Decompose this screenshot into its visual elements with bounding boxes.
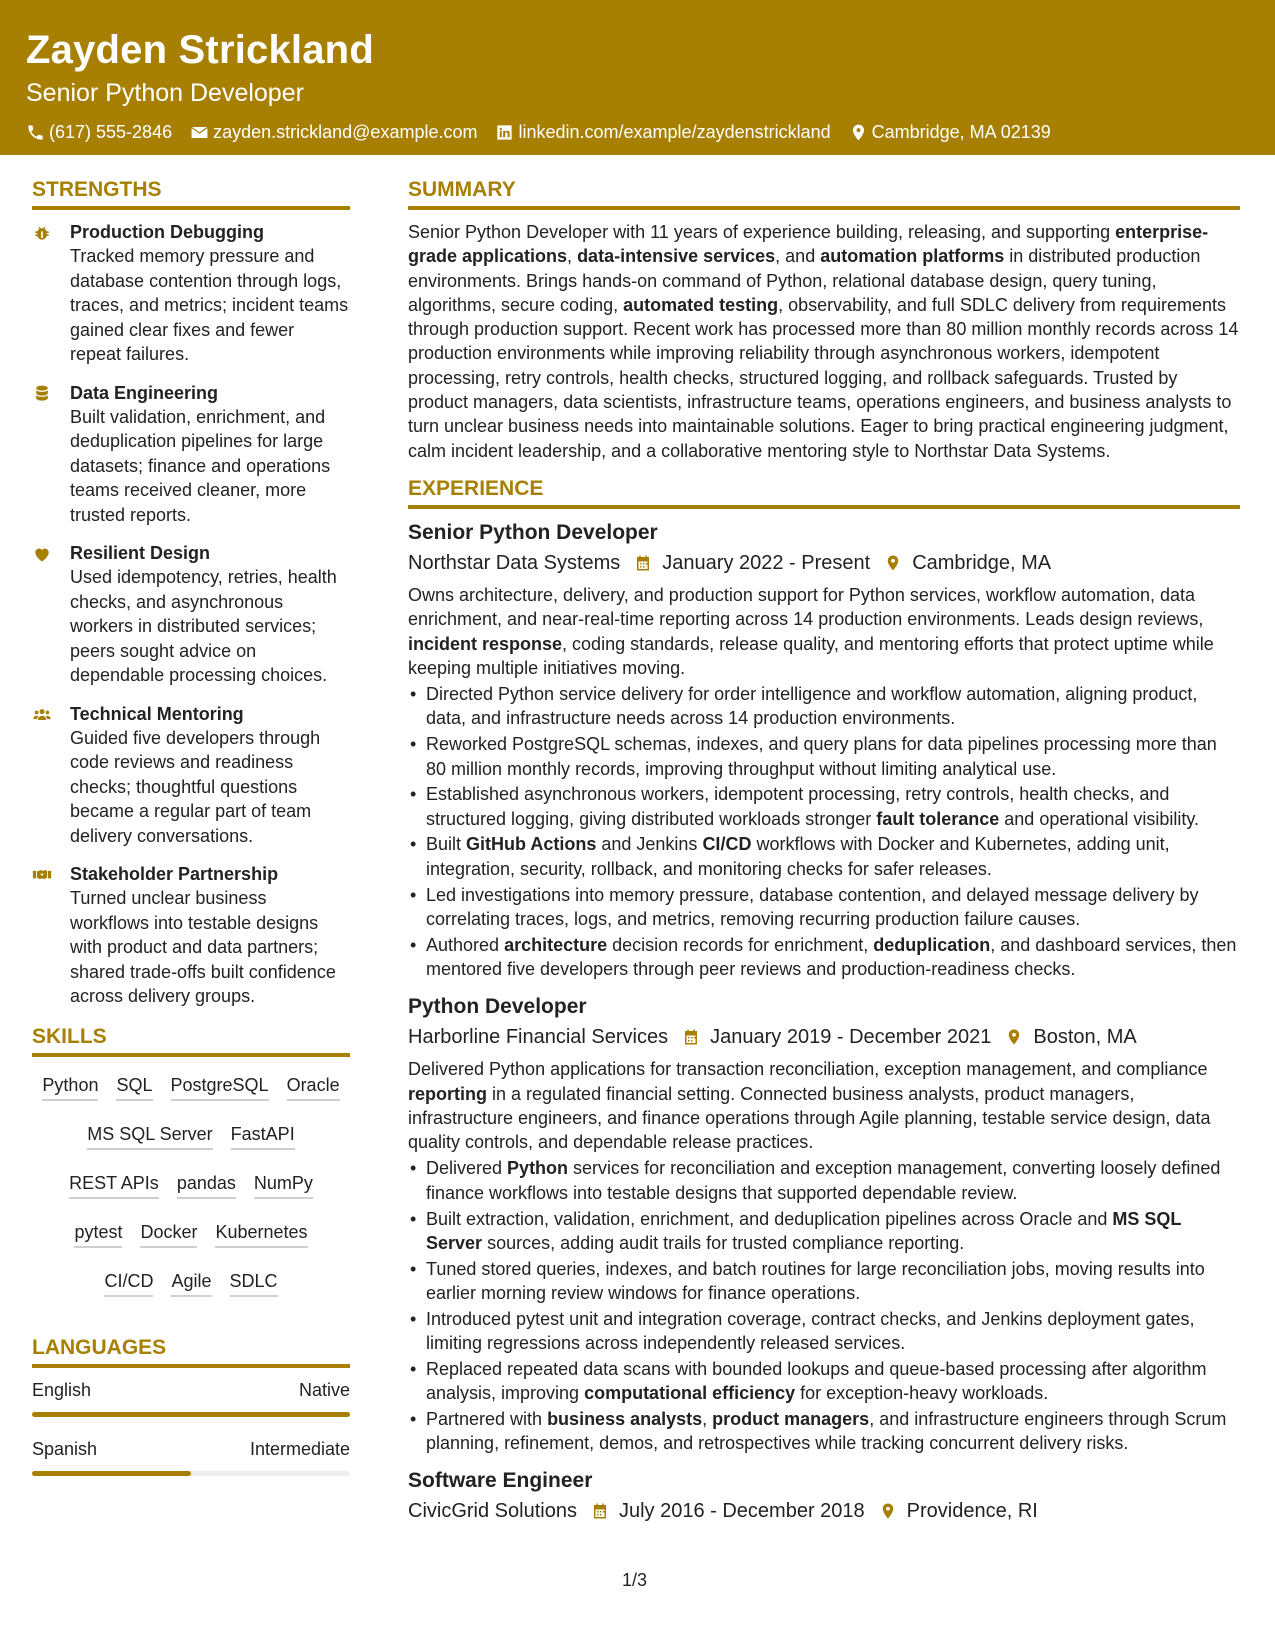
job-location: Cambridge, MA	[912, 551, 1052, 574]
language-bar-fill	[32, 1471, 191, 1476]
job-bullet: • Partnered with business analysts, product managers, and infrastructure engineers through Scrum planning, refinement, demos, and retrospectives while tracking concurrent delivery risks.	[408, 1407, 1240, 1456]
skill-tag: REST APIs	[69, 1165, 159, 1199]
skill-tag: MS SQL Server	[87, 1116, 212, 1150]
language-level: Intermediate	[249, 1438, 350, 1459]
experience-heading: EXPERIENCE	[408, 475, 1240, 509]
candidate-name: Zayden Strickland	[26, 28, 374, 72]
job-company: Northstar Data Systems	[408, 551, 621, 574]
job-location: Providence, RI	[906, 1500, 1038, 1523]
job-entry	[408, 993, 1240, 1455]
linkedin-icon	[495, 123, 514, 142]
job-meta	[408, 1497, 1240, 1525]
skills-heading: SKILLS	[32, 1023, 350, 1057]
summary-heading: SUMMARY	[408, 176, 1240, 210]
email-text[interactable]: zayden.strickland@example.com	[213, 122, 478, 142]
skill-tag: Oracle	[287, 1067, 340, 1101]
strength-title: Resilient Design	[70, 543, 211, 563]
strength-title: Technical Mentoring	[70, 703, 244, 724]
map-pin-icon	[884, 554, 902, 572]
skill-tag: SDLC	[230, 1263, 278, 1297]
skill-tag: FastAPI	[231, 1116, 295, 1150]
calendar-icon	[634, 554, 652, 572]
job-title: Software Engineer	[408, 1469, 593, 1493]
linkedin-text[interactable]: linkedin.com/example/zaydenstrickland	[518, 122, 831, 142]
job-description: Owns architecture, delivery, and production support for Python services, workflow automation, data enrichment, and near-real-time reporting across 14 production environments. Leads design reviews, incident response, coding standards, release quality, and mentoring efforts that protect uptime while keeping multiple initiatives moving.	[408, 584, 1214, 678]
job-dates: January 2022 - Present	[662, 551, 871, 574]
language-bar	[32, 1471, 350, 1476]
contact-email[interactable]	[190, 120, 477, 144]
skill-tag: pytest	[74, 1214, 122, 1248]
map-pin-icon	[1005, 1028, 1023, 1046]
bug-icon	[32, 223, 52, 243]
strength-title: Data Engineering	[70, 382, 219, 403]
skill-tag: SQL	[116, 1067, 152, 1101]
job-bullet: • Built GitHub Actions and Jenkins CI/CD workflows with Docker and Kubernetes, adding unit, integration, security, rollback, and monitoring checks for safer releases.	[408, 832, 1240, 881]
right-column	[408, 176, 1240, 1537]
location-text: Cambridge, MA 02139	[871, 122, 1051, 142]
strength-desc: Used idempotency, retries, health checks, and asynchronous workers in distributed services; peers sought advice on dependable processing choices.	[70, 567, 337, 685]
strengths-heading: STRENGTHS	[32, 176, 350, 210]
strength-desc: Tracked memory pressure and database contention through logs, traces, and metrics; incident teams gained clear fixes and fewer repeat failures.	[70, 246, 349, 364]
skill-tag: NumPy	[254, 1165, 313, 1199]
skill-tag: CI/CD	[104, 1263, 153, 1297]
job-description: Delivered Python applications for transaction reconciliation, exception management, and compliance reporting in a regulated financial setting. Connected business analysts, product managers, infrastructure engineers, and finance operations through Agile planning, testable service design, data quality controls, and dependable release practices.	[408, 1059, 1211, 1153]
language-name: English	[32, 1379, 92, 1400]
job-dates: January 2019 - December 2021	[710, 1026, 992, 1049]
job-bullet: • Directed Python service delivery for order intelligence and workflow automation, aligning product, data, and infrastructure needs across 14 production environments.	[408, 682, 1240, 731]
contact-phone	[26, 120, 172, 144]
handshake-icon	[32, 865, 52, 885]
calendar-icon	[682, 1028, 700, 1046]
languages-heading: LANGUAGES	[32, 1334, 350, 1368]
language-item	[32, 1378, 350, 1417]
strength-desc: Guided five developers through code reviews and readiness checks; thoughtful questions became a regular part of team delivery conversations.	[70, 727, 321, 846]
strength-desc: Turned unclear business workflows into testable designs with product and data partners; shared trade-offs built confidence across delivery groups.	[70, 888, 336, 1006]
candidate-title: Senior Python Developer	[26, 79, 304, 107]
skill-tag: Kubernetes	[215, 1214, 307, 1248]
heart-icon	[32, 544, 52, 564]
strengths-list	[32, 220, 350, 1009]
job-bullet: • Introduced pytest unit and integration coverage, contract checks, and Jenkins deployment gates, limiting regressions across independently released services.	[408, 1307, 1240, 1356]
strength-title: Stakeholder Partnership	[70, 864, 279, 884]
language-bar	[32, 1412, 350, 1417]
job-entry	[408, 1467, 1240, 1525]
job-bullet: • Built extraction, validation, enrichment, and deduplication pipelines across Oracle and MS SQL Server sources, adding audit trails for trusted compliance reporting.	[408, 1207, 1240, 1256]
contact-bar	[26, 120, 1249, 144]
strength-item	[32, 702, 350, 849]
job-bullet: • Reworked PostgreSQL schemas, indexes, and query plans for data pipelines processing more than 80 million monthly records, improving throughput without limiting analytical use.	[408, 732, 1240, 781]
skill-tag: pandas	[177, 1165, 236, 1199]
language-item	[32, 1437, 350, 1476]
map-pin-icon	[879, 1502, 897, 1520]
language-level: Native	[298, 1379, 350, 1400]
strength-item	[32, 381, 350, 528]
job-company: Harborline Financial Services	[408, 1026, 669, 1049]
job-title: Senior Python Developer	[408, 520, 658, 544]
language-bar-fill	[32, 1412, 350, 1417]
contact-linkedin[interactable]	[495, 120, 830, 144]
map-pin-icon	[849, 123, 868, 142]
job-bullet: • Delivered Python services for reconciliation and exception management, converting loosely defined finance workflows into testable designs that supported dependable review.	[408, 1156, 1240, 1205]
contact-location	[849, 120, 1051, 144]
job-bullet: • Established asynchronous workers, idempotent processing, retry controls, health checks, and structured logging, giving distributed workloads stronger fault tolerance and operational visibility.	[408, 782, 1240, 831]
skill-tag: PostgreSQL	[171, 1067, 269, 1101]
phone-text: (617) 555-2846	[49, 122, 173, 142]
job-company: CivicGrid Solutions	[408, 1500, 577, 1523]
job-entry	[408, 519, 1240, 981]
skills-list	[32, 1067, 350, 1312]
skill-tag: Python	[42, 1067, 98, 1101]
languages-list	[32, 1378, 350, 1476]
job-location: Boston, MA	[1033, 1026, 1137, 1049]
resume-header	[0, 0, 1275, 155]
job-title: Python Developer	[408, 995, 587, 1019]
language-name: Spanish	[32, 1438, 98, 1459]
envelope-icon	[190, 123, 209, 142]
job-bullet: • Led investigations into memory pressure, database contention, and delayed message delivery by correlating traces, logs, and metrics, removing recurring production failure causes.	[408, 883, 1240, 932]
page-number: 1/3	[622, 1570, 648, 1590]
job-bullets	[408, 1156, 1240, 1455]
job-bullet: • Authored architecture decision records for enrichment, deduplication, and dashboard services, then mentored five developers through peer reviews and production-readiness checks.	[408, 933, 1240, 982]
strength-item	[32, 862, 350, 1009]
left-column	[32, 176, 350, 1496]
strength-title: Production Debugging	[70, 222, 264, 242]
skill-tag: Docker	[140, 1214, 197, 1248]
strength-item	[32, 220, 350, 367]
job-dates: July 2016 - December 2018	[618, 1500, 865, 1523]
summary-text: Senior Python Developer with 11 years of experience building, releasing, and supporting enterprise-grade applications, data-intensive services, and automation platforms in distributed production environments. Brings hands-on command of Python, relational database design, query tuning, algorithms, secure coding, automated testing, observability, and full SDLC delivery from requirements through production support. Recent work has processed more than 80 million monthly records across 14 production environments while improving reliability through asynchronous workers, idempotent processing, retry controls, health checks, structured logging, and rollback safeguards. Trusted by product managers, data scientists, infrastructure teams, operations engineers, and business analysts to turn unclear business needs into maintainable solutions. Eager to bring practical engineering judgment, calm incident leadership, and a collaborative mentoring style to Northstar Data Systems.	[408, 222, 1239, 461]
users-icon	[32, 705, 52, 725]
strength-item	[32, 541, 350, 688]
job-bullet: • Tuned stored queries, indexes, and batch routines for large reconciliation jobs, moving results into earlier morning review windows for finance operations.	[408, 1257, 1240, 1306]
calendar-icon	[591, 1502, 609, 1520]
database-icon	[32, 384, 52, 404]
job-meta	[408, 549, 1240, 577]
job-bullets	[408, 682, 1240, 981]
job-bullet: • Replaced repeated data scans with bounded lookups and queue-based processing after algorithm analysis, improving computational efficiency for exception-heavy workloads.	[408, 1357, 1240, 1406]
phone-icon	[26, 123, 45, 142]
skill-tag: Agile	[171, 1263, 211, 1297]
strength-desc: Built validation, enrichment, and deduplication pipelines for large datasets; finance and operations teams received cleaner, more trusted reports.	[70, 406, 331, 525]
job-meta	[408, 1023, 1240, 1051]
